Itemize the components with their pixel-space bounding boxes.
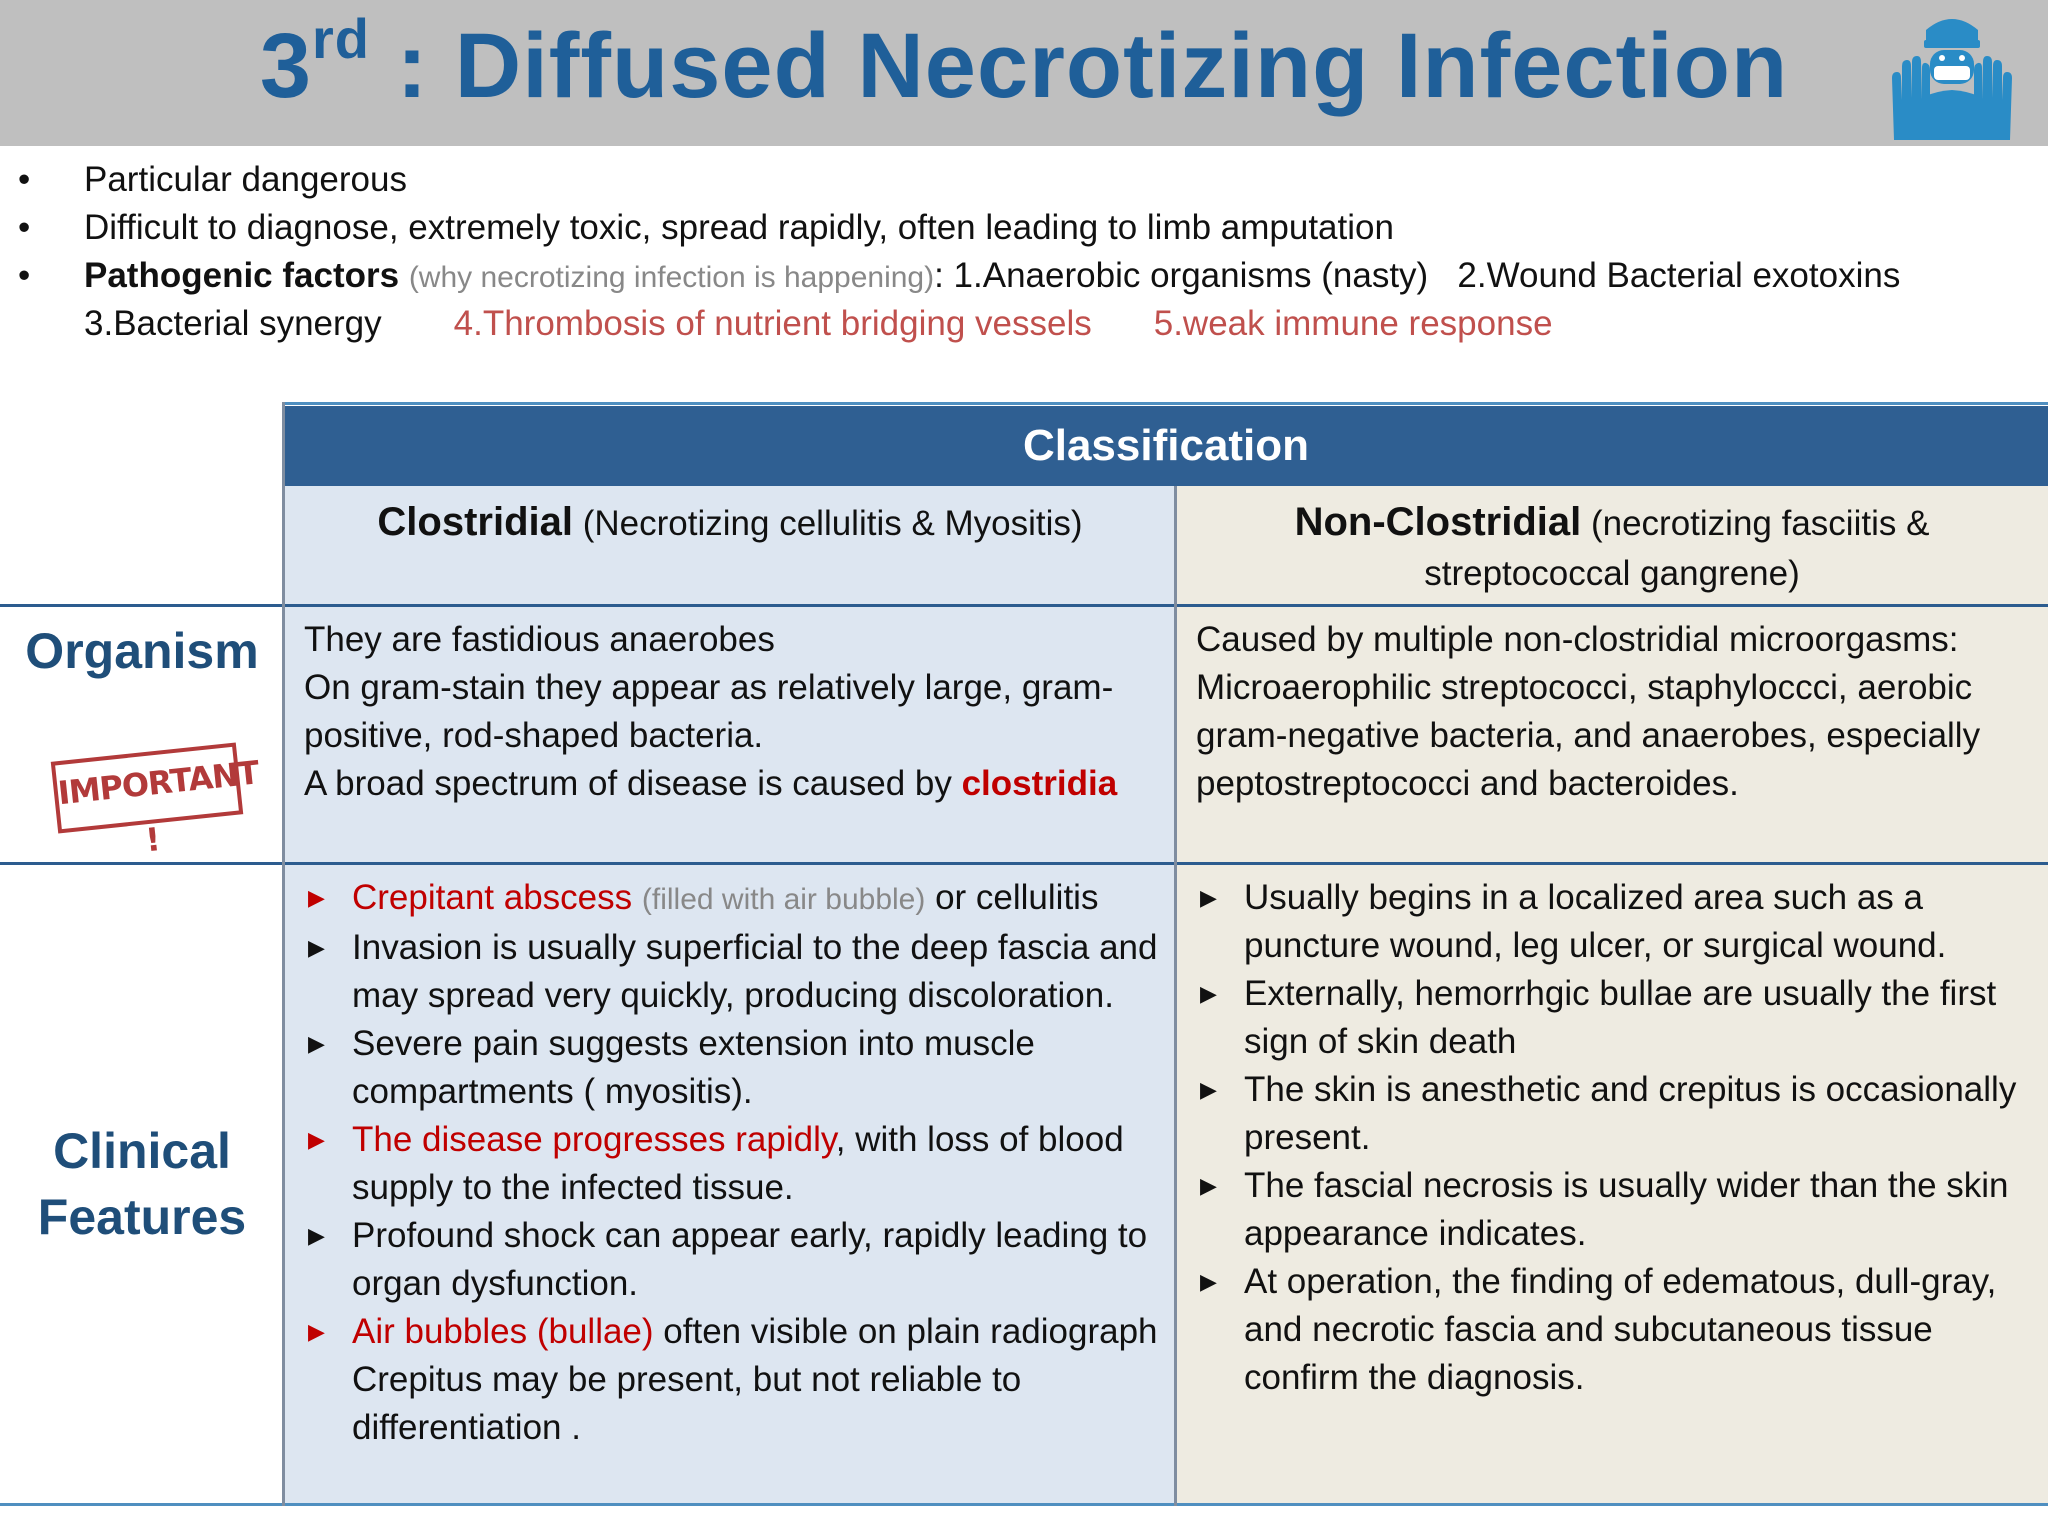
bullet-arrow-icon: ▶ [308,1031,325,1056]
list-item: ▶ At operation, the finding of edematous, dull-gray, and necrotic fascia and subcutaneous tissue confirm the diagnosis. [1180,1258,2020,1402]
list-item: ▶ Invasion is usually superficial to the deep fascia and may spread very quickly, producing discoloration. [288,924,1168,1020]
intro-bullets [0,156,2048,348]
list-item: ▶ Air bubbles (bullae) often visible on plain radiograph Crepitus may be present, but not reliable to differentiation . [288,1308,1168,1452]
clinical-non-clostridial-list [1180,874,2020,1402]
bullet-arrow-icon: ▶ [308,935,325,960]
row-divider [0,862,2048,865]
row-divider [0,604,2048,607]
important-stamp: IMPORTANT ! [51,742,244,833]
bullet-dot: • [18,208,31,247]
organism-label: Organism [25,623,259,679]
clostridial-header: Clostridial (Necrotizing cellulitis & Myositis) [377,500,1083,544]
bullet-dot: • [18,256,31,295]
clinical-clostridial-list [288,874,1168,1452]
list-item: ▶ The skin is anesthetic and crepitus is occasionally present. [1180,1066,2020,1162]
bullet-arrow-icon: ▶ [308,1319,325,1344]
bullet-arrow-icon: ▶ [1200,1077,1217,1102]
list-item: ▶ Profound shock can appear early, rapidly leading to organ dysfunction. [288,1212,1168,1308]
non-clostridial-header: Non-Clostridial (necrotizing fasciitis & streptococcal gangrene) [1294,500,1930,593]
bullet-arrow-icon: ▶ [1200,1173,1217,1198]
table-border [282,402,2048,405]
list-item: ▶ The disease progresses rapidly, with loss of blood supply to the infected tissue. [288,1116,1168,1212]
classification-header: Classification [284,406,2048,486]
bullet-item: • Difficult to diagnose, extremely toxic, spread rapidly, often leading to limb amputation [0,204,2048,252]
pathogenic-note: (why necrotizing infection is happening) [408,261,935,294]
list-item: ▶ Crepitant abscess (filled with air bubble) or cellulitis [288,874,1168,924]
bullet-arrow-icon: ▶ [1200,981,1217,1006]
column-divider [1174,486,1177,1506]
page-title: 3rd : Diffused Necrotizing Infection [259,7,1789,117]
organism-clostridial-text: They are fastidious anaerobes On gram-stain they appear as relatively large, gram-positive, rod-shaped bacteria. A broad spectrum of disease is caused by clostridia [304,620,1118,803]
bullet-arrow-icon: ▶ [308,1223,325,1248]
bullet-arrow-icon: ▶ [308,885,325,910]
list-item: ▶ Externally, hemorrhgic bullae are usually the first sign of skin death [1180,970,2020,1066]
bullet-arrow-icon: ▶ [1200,1269,1217,1294]
surgeon-icon [1890,8,2014,142]
pathogenic-factors-label: Pathogenic factors [84,256,400,295]
list-item: ▶ Usually begins in a localized area such as a puncture wound, leg ulcer, or surgical wound. [1180,874,2020,970]
bullet-continuation: 3.Bacterial synergy 4.Thrombosis of nutrient bridging vessels 5.weak immune response [84,304,1553,343]
column-divider [282,402,285,1506]
list-item: ▶ Severe pain suggests extension into muscle compartments ( myositis). [288,1020,1168,1116]
bullet-arrow-icon: ▶ [1200,885,1217,910]
bullet-item [0,252,2048,300]
table-bottom-border [0,1503,2048,1506]
organism-non-clostridial-text: Caused by multiple non-clostridial microorgasms: Microaerophilic streptococci, staphyloccci, aerobic gram-negative bacteria, and anaerobes, especially peptostreptococci and bacteroides. [1196,620,1981,803]
bullet-item: • Particular dangerous [0,156,2048,204]
bullet-arrow-icon: ▶ [308,1127,325,1152]
pathogenic-text: : 1.Anaerobic organisms (nasty) 2.Wound Bacterial exotoxins [934,256,1901,295]
title-bar [0,0,2048,146]
bullet-dot: • [18,160,31,199]
clinical-features-label: Clinical Features [37,1123,247,1245]
list-item: ▶ The fascial necrosis is usually wider than the skin appearance indicates. [1180,1162,2020,1258]
